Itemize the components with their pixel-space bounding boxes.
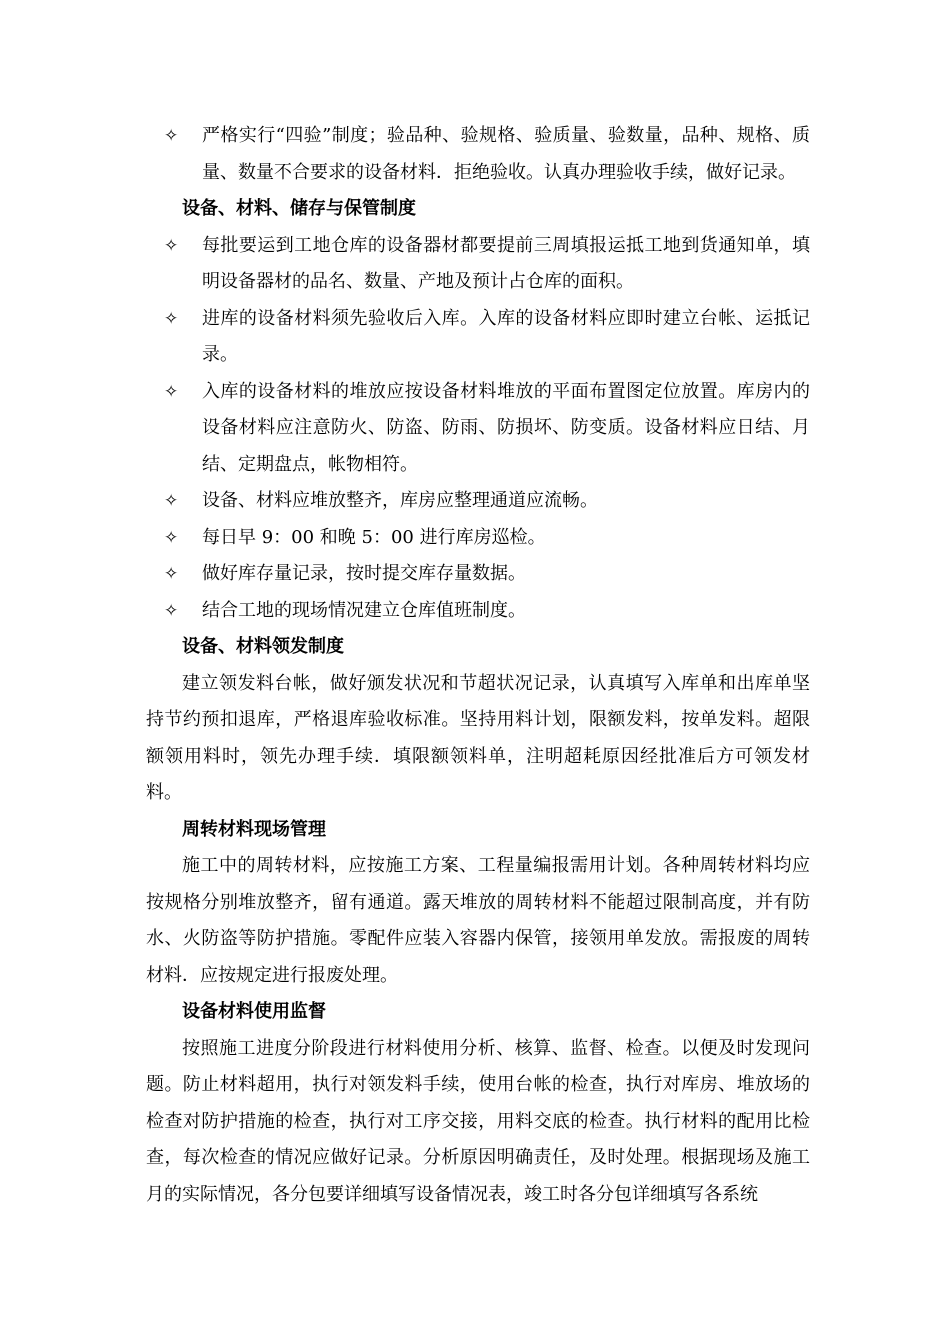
star-bullet-icon: ✧ xyxy=(164,308,179,329)
list-item-text: 做好库存量记录，按时提交库存量数据。 xyxy=(202,563,526,584)
list-item-text: 每日早 9：00 和晚 5：00 进行库房巡检。 xyxy=(202,526,546,548)
list-item xyxy=(146,556,810,593)
list-item xyxy=(146,374,810,484)
section-heading-storage: 设备、材料、储存与保管制度 xyxy=(182,198,416,219)
star-bullet-icon: ✧ xyxy=(164,491,179,511)
list-item xyxy=(146,228,810,301)
section-heading-turnover: 周转材料现场管理 xyxy=(182,818,326,840)
section-heading-issuance: 设备、材料领发制度 xyxy=(182,636,344,657)
list-item-text: 入库的设备材料的堆放应按设备材料堆放的平面布置图定位放置。库房内的设备材料应注意防火、防盗、防雨、防损坏、防变质。设备材料应日结、月结、定期盘点，帐物相符。 xyxy=(202,380,810,475)
list-item-text: 进库的设备材料须先验收后入库。入库的设备材料应即时建立台帐、运抵记录。 xyxy=(202,307,810,365)
star-bullet-icon: ✧ xyxy=(164,527,179,548)
list-item-text: 设备、材料应堆放整齐，库房应整理通道应流畅。 xyxy=(202,490,598,511)
star-bullet-icon: ✧ xyxy=(164,600,179,621)
document-body xyxy=(146,118,810,1213)
list-item xyxy=(146,301,810,374)
list-item xyxy=(146,483,810,520)
list-item-text: 结合工地的现场情况建立仓库值班制度。 xyxy=(202,599,526,621)
section-heading-supervision: 设备材料使用监督 xyxy=(182,1001,326,1022)
paragraph-supervision: 按照施工进度分阶段进行材料使用分析、核算、监督、检查。以便及时发现问题。防止材料超用，执行对领发料手续，使用台帐的检查，执行对库房、堆放场的检查对防护措施的检查，执行对工序交接，用料交底的检查。执行材料的配用比检查，每次检查的情况应做好记录。分析原因明确责任，及时处理。根据现场及施工月的实际情况，各分包要详细填写设备情况表，竣工时各分包详细填写各系统 xyxy=(146,1037,810,1205)
paragraph-issuance: 建立领发料台帐，做好颁发状况和节超状况记录，认真填写入库单和出库单坚持节约预扣退库，严格退库验收标准。坚持用料计划，限额发料，按单发料。超限额领用料时，领先办理手续．填限额领料单，注明超耗原因经批准后方可领发材料。 xyxy=(146,672,810,803)
star-bullet-icon: ✧ xyxy=(164,235,179,256)
list-item-text: 每批要运到工地仓库的设备器材都要提前三周填报运抵工地到货通知单，填明设备器材的品名、数量、产地及预计占仓库的面积。 xyxy=(202,234,810,292)
star-bullet-icon: ✧ xyxy=(164,381,179,402)
star-bullet-icon: ✧ xyxy=(164,126,179,146)
list-item xyxy=(146,118,810,191)
list-item xyxy=(146,593,810,630)
paragraph-turnover: 施工中的周转材料，应按施工方案、工程量编报需用计划。各种周转材料均应按规格分别堆放整齐，留有通道。露天堆放的周转材料不能超过限制高度，并有防水、火防盗等防护措施。零配件应装入容器内保管，接领用单发放。需报废的周转材料．应按规定进行报废处理。 xyxy=(146,855,810,986)
list-item xyxy=(146,520,810,557)
star-bullet-icon: ✧ xyxy=(164,564,179,584)
list-item-text: 严格实行“四验”制度；验品种、验规格、验质量、验数量，品种、规格、质量、数量不合要求的设备材料．拒绝验收。认真办理验收手续，做好记录。 xyxy=(202,125,810,183)
